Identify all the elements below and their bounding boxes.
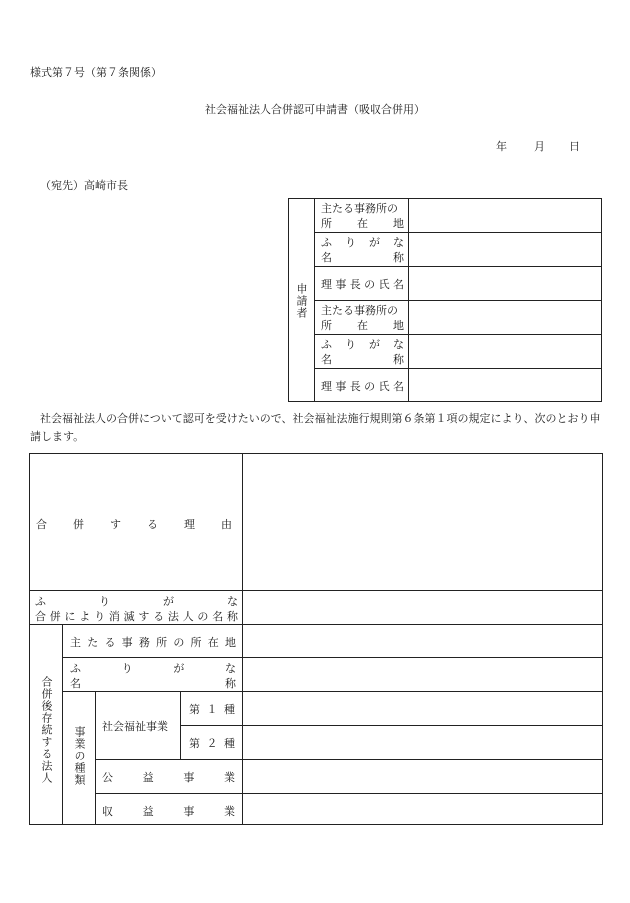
label-char: ふ	[321, 338, 332, 351]
type1-field[interactable]	[244, 693, 600, 724]
label-line: 主たる事務所の	[321, 304, 398, 317]
label-char: 地	[393, 217, 404, 230]
type1-label: 第 １ 種	[189, 703, 235, 716]
applicant-chairman-label	[315, 369, 409, 401]
form-number: 様式第７号（第７条関係）	[30, 66, 162, 79]
label-char: 在	[357, 217, 368, 230]
label-char: な	[393, 236, 404, 249]
label-char: 理	[321, 380, 332, 393]
date-month-label: 月	[534, 140, 545, 153]
date-year-label: 年	[496, 140, 507, 153]
label-char: 所	[321, 217, 332, 230]
document-title: 社会福祉法人合併認可申請書（吸収合併用）	[205, 103, 425, 116]
public-interest-field[interactable]	[244, 761, 600, 792]
dissolved-name-field[interactable]	[244, 592, 600, 623]
applicant-chairman-label	[315, 267, 409, 300]
label-char: 氏	[378, 278, 390, 291]
surviving-office-label: 主 た る 事 務 所 の 所 在 地	[70, 636, 236, 649]
applicant-table	[288, 198, 602, 402]
label-char: り	[345, 338, 356, 351]
label-char: の	[364, 380, 376, 393]
label-char: 名	[392, 380, 404, 393]
application-statement: 社会福祉法人の合併について認可を受けたいので、社会福祉法施行規則第６条第１項の規定により、次のとおり申請します。	[30, 412, 601, 443]
label-char: 事	[335, 278, 347, 291]
surviving-furigana-label: ふ り が な	[70, 662, 236, 675]
applicant-row-office[interactable]	[315, 199, 601, 233]
applicant-label: 申請者	[295, 283, 308, 319]
dissolved-name-label: 合 併 に よ り 消 滅 す る 法 人 の 名 称	[35, 610, 238, 623]
type2-label: 第 ２ 種	[189, 737, 235, 750]
merger-reason-label: 合 併 す る 理 由	[36, 518, 232, 531]
label-char: 理	[321, 278, 332, 291]
label-char: 在	[357, 319, 368, 332]
label-char: が	[369, 338, 380, 351]
label-char: 事	[335, 380, 347, 393]
profit-business-field[interactable]	[244, 795, 600, 823]
business-type-label: 事業の種類	[73, 726, 86, 786]
applicant-name-label	[315, 233, 409, 266]
label-char: 所	[321, 319, 332, 332]
public-interest-label: 公 益 事 業	[102, 771, 235, 784]
label-char: 称	[393, 251, 404, 264]
label-char: 氏	[378, 380, 390, 393]
type2-field[interactable]	[244, 727, 600, 758]
label-char: 名	[392, 278, 404, 291]
social-welfare-label: 社会福祉事業	[102, 720, 168, 733]
label-char: ふ	[321, 236, 332, 249]
label-line: 主たる事務所の	[321, 202, 398, 215]
surviving-corporation-label: 合併後存続する法人	[40, 676, 53, 784]
applicant-office-label	[315, 199, 409, 232]
label-char: 長	[349, 278, 361, 291]
surviving-office-field[interactable]	[244, 626, 600, 656]
label-char: 地	[393, 319, 404, 332]
merger-reason-field[interactable]	[244, 456, 600, 588]
label-char: 名	[321, 251, 332, 264]
label-char: 名	[321, 353, 332, 366]
addressee: （宛先）高崎市長	[40, 179, 128, 192]
applicant-name-label	[315, 335, 409, 368]
surviving-name-label: 名 称	[70, 677, 236, 690]
label-char: の	[364, 278, 376, 291]
applicant-row-office[interactable]	[315, 301, 601, 335]
applicant-side-label	[289, 199, 315, 401]
applicant-row-chairman[interactable]	[315, 369, 601, 401]
label-char: な	[393, 338, 404, 351]
label-char: が	[369, 236, 380, 249]
applicant-office-label	[315, 301, 409, 334]
applicant-row-chairman[interactable]	[315, 267, 601, 301]
label-char: 長	[349, 380, 361, 393]
surviving-name-field[interactable]	[244, 659, 600, 690]
dissolved-furigana-label: ふ り が な	[35, 595, 238, 608]
label-char: り	[345, 236, 356, 249]
label-char: 称	[393, 353, 404, 366]
date-day-label: 日	[569, 140, 580, 153]
merger-detail-table	[29, 453, 603, 825]
applicant-row-name[interactable]	[315, 233, 601, 267]
profit-business-label: 収 益 事 業	[102, 805, 235, 818]
applicant-row-name[interactable]	[315, 335, 601, 369]
